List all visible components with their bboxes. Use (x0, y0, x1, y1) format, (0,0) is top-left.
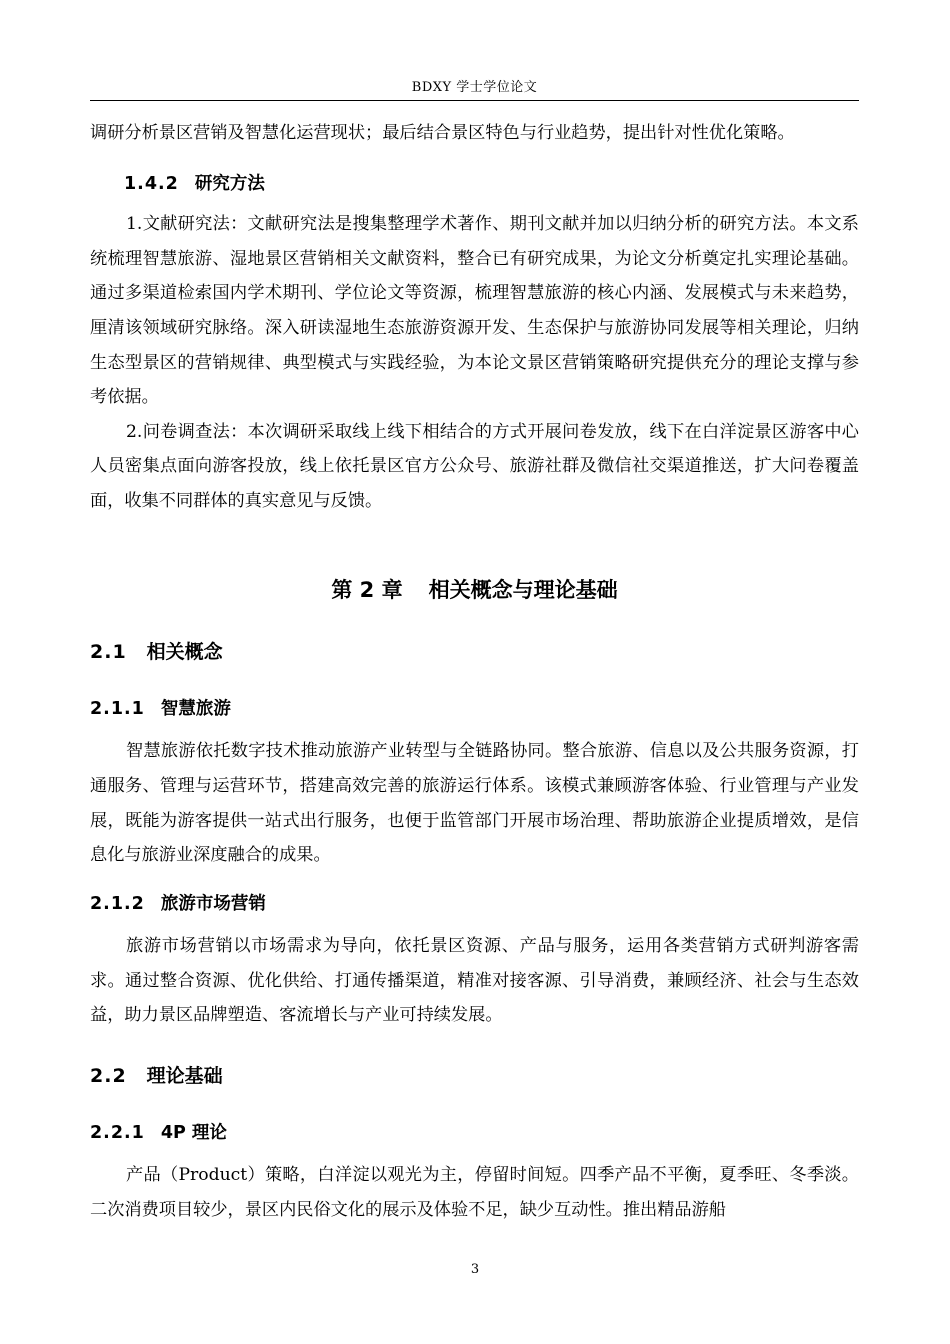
chapter-title: 相关概念与理论基础 (428, 577, 618, 602)
heading-title: 理论基础 (146, 1065, 223, 1088)
heading-1-4-2 (90, 167, 859, 202)
heading-title: 相关概念 (146, 641, 223, 664)
heading-2-1-1 (90, 692, 859, 727)
heading-number: 2.1.1 (90, 698, 145, 719)
header-rule (90, 100, 859, 101)
heading-2-1 (90, 635, 859, 670)
heading-title: 4P 理论 (160, 1122, 227, 1143)
heading-number: 2.2 (90, 1065, 127, 1088)
paragraph-4p-product: 产品（Product）策略，白洋淀以观光为主，停留时间短。四季产品不平衡，夏季旺、冬季淡。二次消费项目较少，景区内民俗文化的展示及体验不足，缺少互动性。推出精品游船 (90, 1165, 859, 1220)
heading-title: 旅游市场营销 (160, 893, 266, 914)
heading-number: 2.2.1 (90, 1122, 145, 1143)
page-body (90, 116, 859, 1227)
page-number: 3 (470, 1262, 480, 1277)
paragraph-method-literature: 1.文献研究法：文献研究法是搜集整理学术著作、期刊文献并加以归纳分析的研究方法。本文系统梳理智慧旅游、湿地景区营销相关文献资料，整合已有研究成果，为论文分析奠定扎实理论基础。通过多渠道检索国内学术期刊、学位论文等资源，梳理智慧旅游的核心内涵、发展模式与未来趋势，厘清该领域研究脉络。深入研读湿地生态旅游资源开发、生态保护与旅游协同发展等相关理论，归纳生态型景区的营销规律、典型模式与实践经验，为本论文景区营销策略研究提供充分的理论支撑与参考依据。 (90, 214, 859, 408)
heading-2-1-2 (90, 887, 859, 922)
paragraph-smart-tourism: 智慧旅游依托数字技术推动旅游产业转型与全链路协同。整合旅游、信息以及公共服务资源，打通服务、管理与运营环节，搭建高效完善的旅游运行体系。该模式兼顾游客体验、行业管理与产业发展，既能为游客提供一站式出行服务，也便于监管部门开展市场治理、帮助旅游企业提质增效，是信息化与旅游业深度融合的成果。 (90, 741, 859, 866)
heading-2-2-1 (90, 1116, 859, 1151)
paragraph-tourism-marketing: 旅游市场营销以市场需求为导向，依托景区资源、产品与服务，运用各类营销方式研判游客需求。通过整合资源、优化供给、打通传播渠道，精准对接客源、引导消费，兼顾经济、社会与生态效益，助力景区品牌塑造、客流增长与产业可持续发展。 (90, 936, 859, 1026)
paragraph-intro-continued: 调研分析景区营销及智慧化运营现状；最后结合景区特色与行业趋势，提出针对性优化策略。 (90, 123, 795, 143)
paragraph-method-questionnaire: 2.问卷调查法：本次调研采取线上线下相结合的方式开展问卷发放，线下在白洋淀景区游客中心人员密集点面向游客投放，线上依托景区官方公众号、旅游社群及微信社交渠道推送，扩大问卷覆盖面，收集不同群体的真实意见与反馈。 (90, 421, 859, 511)
heading-2-2 (90, 1059, 859, 1094)
heading-title: 研究方法 (194, 173, 265, 194)
heading-number: 2.1 (90, 641, 127, 664)
running-header: BDXY 学士学位论文 (411, 80, 538, 95)
heading-number: 1.4.2 (124, 173, 179, 194)
chapter-number: 第 2 章 (331, 577, 403, 602)
heading-title: 智慧旅游 (160, 698, 231, 719)
chapter-heading (90, 573, 859, 608)
heading-number: 2.1.2 (90, 893, 145, 914)
